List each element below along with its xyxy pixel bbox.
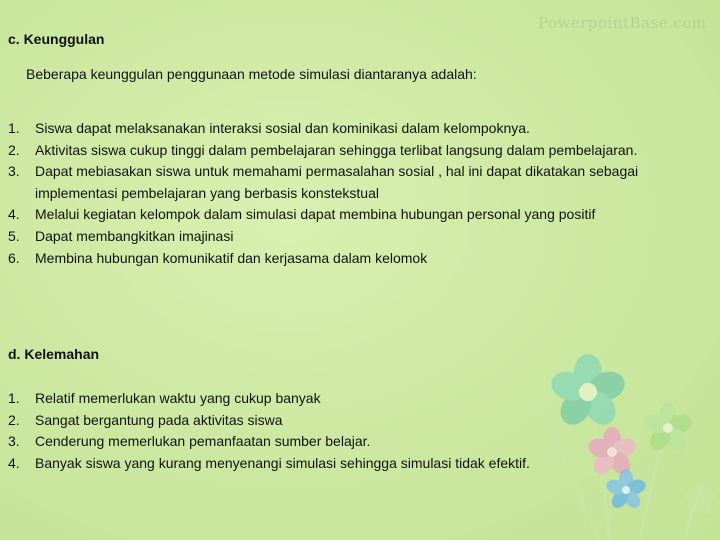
section-c-heading: c. Keunggulan bbox=[8, 31, 105, 47]
list-text: Melalui kegiatan kelompok dalam simulasi dapat membina hubungan personal yang positif bbox=[35, 206, 596, 223]
section-c-intro: Beberapa keunggulan penggunaan metode simulasi diantaranya adalah: bbox=[26, 66, 477, 82]
list-number: 3. bbox=[8, 433, 20, 450]
list-text: Cenderung memerlukan pemanfaatan sumber belajar. bbox=[35, 433, 371, 450]
list-text: Dapat membangkitkan imajinasi bbox=[35, 227, 234, 244]
flower-icon bbox=[642, 403, 694, 454]
list-text: Membina hubungan komunikatif dan kerjasama dalam kelomok bbox=[35, 249, 428, 266]
section-d-heading: d. Kelemahan bbox=[8, 346, 100, 362]
list-item bbox=[8, 161, 658, 204]
disadvantages-list bbox=[8, 388, 648, 474]
flower-icon bbox=[683, 483, 718, 517]
list-number: 2. bbox=[8, 411, 20, 428]
list-text: Siswa dapat melaksanakan interaksi sosial dan kominikasi dalam kelompoknya. bbox=[35, 120, 530, 136]
list-number: 4. bbox=[8, 206, 20, 223]
list-text: Banyak siswa yang kurang menyenangi simulasi sehingga simulasi tidak efektif. bbox=[35, 454, 530, 471]
list-text: Sangat bergantung pada aktivitas siswa bbox=[35, 411, 283, 428]
list-item bbox=[8, 118, 658, 140]
watermark: PowerpointBase.com bbox=[538, 14, 707, 32]
list-number: 2. bbox=[8, 141, 20, 158]
list-number: 5. bbox=[8, 227, 20, 244]
list-item bbox=[8, 388, 648, 410]
list-text: Relatif memerlukan waktu yang cukup banyak bbox=[35, 390, 321, 406]
list-number: 1. bbox=[8, 120, 20, 136]
list-number: 4. bbox=[8, 454, 20, 471]
advantages-list bbox=[8, 118, 658, 269]
list-item bbox=[8, 140, 658, 162]
list-number: 3. bbox=[8, 163, 20, 180]
list-item bbox=[8, 226, 658, 248]
list-text: Dapat mebiasakan siswa untuk memahami permasalahan sosial , hal ini dapat dikatakan sebagai implementasi pembelajaran yang berbasis konstekstual bbox=[35, 163, 639, 201]
list-item bbox=[8, 248, 658, 270]
list-text: Aktivitas siswa cukup tinggi dalam pembelajaran sehingga terlibat langsung dalam pembelajaran. bbox=[35, 141, 638, 158]
list-item bbox=[8, 204, 658, 226]
list-item bbox=[8, 410, 648, 432]
list-item bbox=[8, 431, 648, 453]
list-item bbox=[8, 453, 648, 475]
list-number: 1. bbox=[8, 390, 20, 406]
flower-icon bbox=[604, 469, 647, 511]
list-number: 6. bbox=[8, 249, 20, 266]
